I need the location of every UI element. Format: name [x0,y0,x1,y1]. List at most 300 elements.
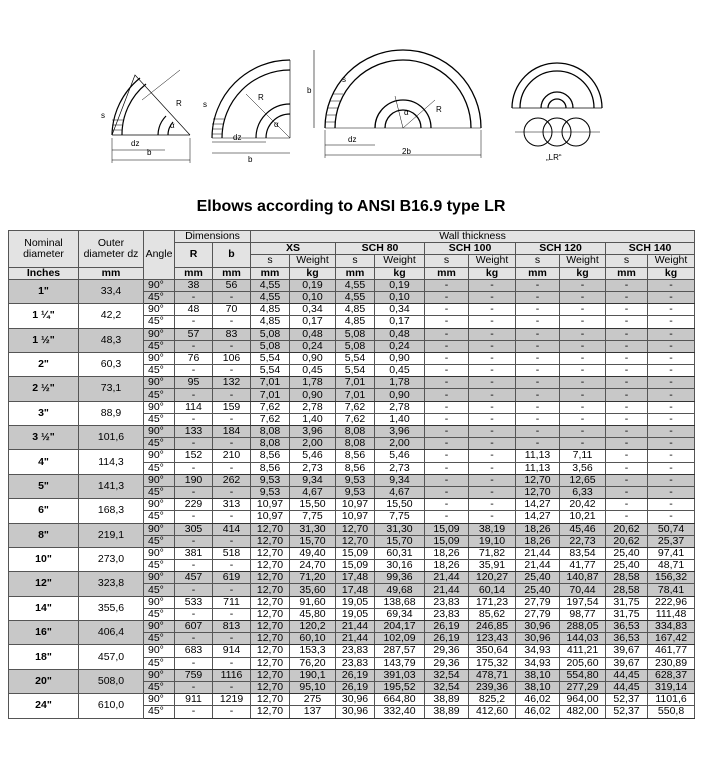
value-cell: - [175,291,213,303]
value-cell: 8,08 [336,426,375,438]
value-cell: - [213,340,251,352]
value-cell: 29,36 [425,657,469,669]
drawing-label: „LR“ [546,153,562,162]
outer-diameter-cell: 114,3 [79,450,144,474]
value-cell: - [560,316,606,328]
value-cell: 69,34 [375,608,425,620]
value-cell: - [648,389,695,401]
value-cell: 15,09 [425,523,469,535]
value-cell: 5,54 [336,365,375,377]
value-cell: - [516,389,560,401]
value-cell: - [560,328,606,340]
unit-cell: mm [425,267,469,279]
value-cell: 38,19 [469,523,516,535]
value-cell: 97,41 [648,547,695,559]
value-cell: - [516,377,560,389]
value-cell: 619 [213,572,251,584]
value-cell: 156,32 [648,572,695,584]
value-cell: 2,78 [290,401,336,413]
value-cell: - [469,499,516,511]
angle-cell: 90° [144,547,175,559]
angle-cell: 90° [144,377,175,389]
value-cell: 5,54 [251,365,290,377]
value-cell: 14,27 [516,499,560,511]
r-header: R [175,243,213,267]
value-cell: 49,68 [375,584,425,596]
value-cell: 12,70 [251,645,290,657]
value-cell: 153,3 [290,645,336,657]
table-row [9,572,695,584]
value-cell: 31,75 [606,608,648,620]
outer-diameter-cell: 508,0 [79,669,144,693]
value-cell: - [175,584,213,596]
value-cell: 36,53 [606,633,648,645]
value-cell: - [606,316,648,328]
value-cell: - [648,450,695,462]
value-cell: 21,44 [516,547,560,559]
outer-diameter-cell: 33,4 [79,279,144,303]
nominal-diameter-header: Nominal diameter [9,231,79,268]
value-cell: - [606,352,648,364]
value-cell: 222,96 [648,596,695,608]
value-cell: 1,78 [375,377,425,389]
value-cell: 10,21 [560,511,606,523]
value-cell: 5,46 [290,450,336,462]
value-cell: - [425,377,469,389]
value-cell: - [469,365,516,377]
value-cell: 18,26 [425,560,469,572]
value-cell: 0,17 [375,316,425,328]
table-row [9,499,695,511]
drawing-label: b [147,148,152,157]
value-cell: 31,75 [606,596,648,608]
value-cell: 143,79 [375,657,425,669]
value-cell: 102,09 [375,633,425,645]
value-cell: - [606,499,648,511]
value-cell: 20,62 [606,523,648,535]
value-cell: 0,90 [375,389,425,401]
value-cell: 21,44 [516,560,560,572]
value-cell: - [516,316,560,328]
value-cell: 10,97 [336,499,375,511]
value-cell: 533 [175,596,213,608]
value-cell: 144,03 [560,633,606,645]
value-cell: 45,80 [290,608,336,620]
value-cell: 152 [175,450,213,462]
value-cell: 20,42 [560,499,606,511]
angle-cell: 45° [144,584,175,596]
value-cell: 4,67 [290,486,336,498]
value-cell: 10,97 [251,511,290,523]
value-cell: 12,70 [251,572,290,584]
value-cell: 230,89 [648,657,695,669]
value-cell: - [606,389,648,401]
table-row [9,547,695,559]
value-cell: 171,23 [469,596,516,608]
value-cell: - [425,316,469,328]
value-cell: 23,83 [425,608,469,620]
value-cell: 482,00 [560,706,606,718]
value-cell: - [606,486,648,498]
value-cell: 3,96 [290,426,336,438]
value-cell: 7,75 [290,511,336,523]
value-cell: 7,62 [336,413,375,425]
value-cell: 12,70 [251,681,290,693]
value-cell: 71,20 [290,572,336,584]
outer-diameter-cell: 88,9 [79,401,144,425]
value-cell: 319,14 [648,681,695,693]
angle-cell: 90° [144,401,175,413]
outer-diameter-cell: 457,0 [79,645,144,669]
value-cell: 28,58 [606,584,648,596]
value-cell: 461,77 [648,645,695,657]
value-cell: 825,2 [469,694,516,706]
value-cell: - [425,438,469,450]
value-cell: - [606,340,648,352]
value-cell: 204,17 [375,621,425,633]
value-cell: 137 [290,706,336,718]
value-cell: - [469,462,516,474]
value-cell: 7,62 [251,413,290,425]
value-cell: - [425,511,469,523]
value-cell: 4,55 [336,291,375,303]
value-cell: - [560,279,606,291]
value-cell: - [648,462,695,474]
value-cell: 11,13 [516,450,560,462]
value-cell: - [213,365,251,377]
drawing-label: dz [233,133,242,142]
value-cell: - [560,377,606,389]
value-cell: 2,00 [375,438,425,450]
value-cell: - [175,633,213,645]
drawing-label: R [176,99,182,108]
value-cell: - [213,584,251,596]
schedule-header: SCH 140 [606,243,695,255]
value-cell: 8,56 [251,450,290,462]
value-cell: - [648,304,695,316]
value-cell: 78,41 [648,584,695,596]
unit-cell: mm [213,267,251,279]
value-cell: - [469,389,516,401]
value-cell: 4,85 [251,304,290,316]
value-cell: - [175,389,213,401]
table-row [9,621,695,633]
value-cell: 0,48 [290,328,336,340]
value-cell: - [175,535,213,547]
angle-cell: 45° [144,389,175,401]
angle-cell: 90° [144,645,175,657]
outer-diameter-cell: 73,1 [79,377,144,401]
wall-thickness-header: Wall thickness [251,231,695,243]
nominal-diameter-cell: 14" [9,596,79,620]
nominal-diameter-cell: 20" [9,669,79,693]
value-cell: - [175,657,213,669]
value-cell: 21,44 [425,572,469,584]
value-cell: 120,2 [290,621,336,633]
value-cell: - [175,706,213,718]
value-cell: 30,96 [336,706,375,718]
value-cell: 56 [213,279,251,291]
value-cell: - [516,279,560,291]
value-cell: 7,11 [560,450,606,462]
value-cell: 132 [213,377,251,389]
angle-cell: 90° [144,694,175,706]
value-cell: - [648,377,695,389]
value-cell: 60,10 [290,633,336,645]
value-cell: - [560,413,606,425]
s-header: s [425,255,469,267]
value-cell: - [648,413,695,425]
value-cell: - [606,291,648,303]
table-row [9,426,695,438]
value-cell: 32,54 [425,669,469,681]
nominal-diameter-cell: 2" [9,352,79,376]
value-cell: 19,10 [469,535,516,547]
value-cell: 159 [213,401,251,413]
value-cell: 1101,6 [648,694,695,706]
value-cell: 19,05 [336,608,375,620]
value-cell: 76 [175,352,213,364]
unit-cell: kg [560,267,606,279]
angle-cell: 90° [144,474,175,486]
value-cell: 457 [175,572,213,584]
value-cell: 0,34 [375,304,425,316]
angle-cell: 90° [144,279,175,291]
outer-diameter-cell: 141,3 [79,474,144,498]
value-cell: 38,89 [425,694,469,706]
value-cell: 7,01 [251,389,290,401]
value-cell: 15,70 [375,535,425,547]
angle-cell: 45° [144,633,175,645]
value-cell: 26,19 [336,669,375,681]
angle-cell: 90° [144,572,175,584]
table-row [9,377,695,389]
outer-diameter-cell: 48,3 [79,328,144,352]
value-cell: 0,19 [375,279,425,291]
angle-header: Angle [144,231,175,280]
value-cell: 12,70 [251,669,290,681]
value-cell: 0,45 [375,365,425,377]
elbow-90-drawing [212,60,290,153]
drawing-label: R [436,105,442,114]
value-cell: 277,29 [560,681,606,693]
drawing-label: R [258,93,264,102]
value-cell: 26,19 [336,681,375,693]
value-cell: 381 [175,547,213,559]
value-cell: 759 [175,669,213,681]
value-cell: 12,70 [336,523,375,535]
unit-cell: mm [251,267,290,279]
table-body [9,279,695,718]
angle-cell: 45° [144,462,175,474]
value-cell: 70 [213,304,251,316]
value-cell: 25,40 [606,547,648,559]
outer-diameter-header: Outer diameter dz [79,231,144,268]
nominal-diameter-cell: 5" [9,474,79,498]
value-cell: 91,60 [290,596,336,608]
value-cell: 27,79 [516,596,560,608]
value-cell: 38,10 [516,669,560,681]
schedule-header: SCH 120 [516,243,606,255]
value-cell: - [516,340,560,352]
value-cell: - [425,328,469,340]
value-cell: 25,40 [606,560,648,572]
value-cell: - [469,304,516,316]
value-cell: 25,37 [648,535,695,547]
value-cell: 26,19 [425,633,469,645]
value-cell: 210 [213,450,251,462]
outer-diameter-cell: 610,0 [79,694,144,718]
drawing-label: α [274,120,279,129]
value-cell: - [606,401,648,413]
value-cell: 4,55 [336,279,375,291]
value-cell: 15,50 [290,499,336,511]
outer-diameter-cell: 101,6 [79,426,144,450]
value-cell: 0,45 [290,365,336,377]
value-cell: 7,62 [251,401,290,413]
value-cell: 1,40 [375,413,425,425]
value-cell: - [648,401,695,413]
value-cell: - [425,352,469,364]
value-cell: 288,05 [560,621,606,633]
nominal-diameter-cell: 18" [9,645,79,669]
value-cell: 9,34 [290,474,336,486]
value-cell: 10,97 [251,499,290,511]
value-cell: 195,52 [375,681,425,693]
value-cell: - [606,365,648,377]
unit-cell: mm [175,267,213,279]
value-cell: 167,42 [648,633,695,645]
angle-cell: 45° [144,365,175,377]
value-cell: 10,97 [336,511,375,523]
value-cell: - [516,401,560,413]
value-cell: - [560,304,606,316]
value-cell: 38 [175,279,213,291]
unit-cell: mm [79,267,144,279]
value-cell: 21,44 [336,621,375,633]
value-cell: 8,08 [251,438,290,450]
value-cell: 41,77 [560,560,606,572]
value-cell: - [425,291,469,303]
value-cell: - [516,426,560,438]
value-cell: 4,55 [251,291,290,303]
page-title: Elbows according to ANSI B16.9 type LR [196,198,506,215]
value-cell: 0,90 [375,352,425,364]
value-cell: 190 [175,474,213,486]
value-cell: 184 [213,426,251,438]
value-cell: 628,37 [648,669,695,681]
value-cell: - [606,279,648,291]
value-cell: 7,62 [336,401,375,413]
value-cell: - [516,365,560,377]
value-cell: 98,77 [560,608,606,620]
value-cell: - [606,413,648,425]
value-cell: - [606,304,648,316]
value-cell: 12,70 [251,584,290,596]
value-cell: 12,70 [251,547,290,559]
value-cell: - [648,499,695,511]
value-cell: - [560,389,606,401]
value-cell: - [425,426,469,438]
nominal-diameter-cell: 6" [9,499,79,523]
value-cell: 12,70 [251,621,290,633]
value-cell: - [425,279,469,291]
value-cell: - [213,413,251,425]
table-row [9,304,695,316]
value-cell: 123,43 [469,633,516,645]
value-cell: 6,33 [560,486,606,498]
value-cell: - [425,365,469,377]
value-cell: 52,37 [606,694,648,706]
value-cell: 46,02 [516,706,560,718]
value-cell: 18,26 [425,547,469,559]
weight-header: Weight [469,255,516,267]
value-cell: 21,44 [336,633,375,645]
value-cell: - [648,426,695,438]
nominal-diameter-cell: 3 ½" [9,426,79,450]
value-cell: 45,46 [560,523,606,535]
value-cell: - [648,279,695,291]
angle-cell: 45° [144,486,175,498]
value-cell: 44,45 [606,669,648,681]
value-cell: - [469,340,516,352]
value-cell: 2,73 [375,462,425,474]
value-cell: 8,56 [336,462,375,474]
value-cell: - [175,413,213,425]
angle-cell: 90° [144,450,175,462]
value-cell: 1219 [213,694,251,706]
value-cell: - [560,401,606,413]
value-cell: - [213,681,251,693]
value-cell: 15,70 [290,535,336,547]
value-cell: - [213,462,251,474]
value-cell: 8,08 [251,426,290,438]
angle-cell: 90° [144,621,175,633]
value-cell: 29,36 [425,645,469,657]
value-cell: 21,44 [425,584,469,596]
value-cell: 140,87 [560,572,606,584]
value-cell: 106 [213,352,251,364]
value-cell: 350,64 [469,645,516,657]
value-cell: - [175,511,213,523]
value-cell: 15,09 [336,560,375,572]
value-cell: - [648,365,695,377]
value-cell: 83,54 [560,547,606,559]
value-cell: 5,54 [251,352,290,364]
value-cell: 0,90 [290,352,336,364]
unit-cell: kg [290,267,336,279]
unit-cell: Inches [9,267,79,279]
drawing-label: dz [131,139,140,148]
nominal-diameter-cell: 8" [9,523,79,547]
drawing-label: s [342,75,346,84]
value-cell: 46,02 [516,694,560,706]
value-cell: 34,93 [516,645,560,657]
value-cell: - [606,462,648,474]
outer-diameter-cell: 219,1 [79,523,144,547]
value-cell: - [648,352,695,364]
value-cell: - [648,486,695,498]
value-cell: - [425,462,469,474]
value-cell: 2,73 [290,462,336,474]
value-cell: 9,53 [336,486,375,498]
value-cell: - [213,608,251,620]
drawing-label: α [404,108,409,117]
angle-cell: 45° [144,535,175,547]
value-cell: 48 [175,304,213,316]
value-cell: - [648,316,695,328]
value-cell: - [516,352,560,364]
